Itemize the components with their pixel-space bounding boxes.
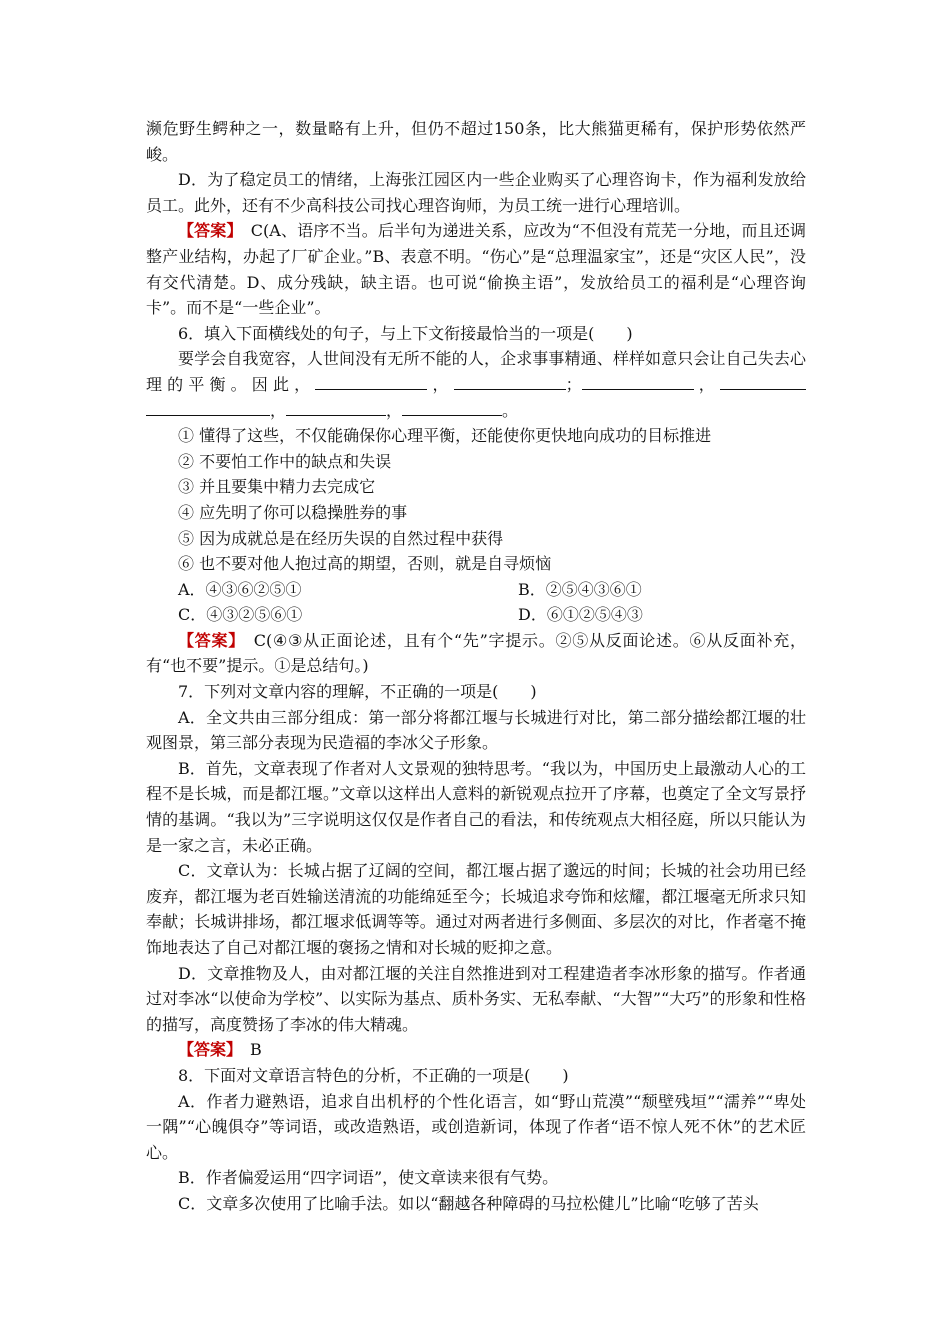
- q7-stem: 7．下列对文章内容的理解，不正确的一项是( ): [178, 682, 537, 702]
- fill-blank: [315, 375, 427, 390]
- q8-option-b: B．作者偏爱运用“四字词语”，使文章读来很有气势。: [178, 1168, 559, 1188]
- q7-option-b: B．首先，文章表现了作者对人文景观的独特思考。“我以为，中国历史上最激动人心的工程不是长城，而是都江堰。”文章以这样出人意料的新锐观点拉开了序幕，也奠定了全文写景抒情的基调。“我以为”三字说明这仅仅是作者自己的看法，和传统观点大相径庭，所以只能认为是一家之言，未必正确。: [146, 758, 806, 855]
- paragraph-continued: 濒危野生鳄种之一，数量略有上升，但仍不超过150条，比大熊猫更稀有，保护形势依然严峻。: [146, 119, 806, 164]
- q7-option-c: C．文章认为：长城占据了辽阔的空间，都江堰占据了邈远的时间；长城的社会功用已经废弃，都江堰为老百姓输送清流的功能绵延至今；长城追求夸饰和炫耀，都江堰毫无所求只知奉献；长城讲排场，都江堰求低调等等。通过对两者进行多侧面、多层次的对比，作者毫不掩饰地表达了自己对都江堰的褒扬之情和对长城的贬抑之意。: [146, 861, 806, 957]
- q5-answer: [146, 218, 806, 320]
- q6-sentence-3: ③ 并且要集中精力去完成它: [178, 477, 376, 497]
- q6-option-c: C．④③②⑤⑥①: [178, 605, 303, 625]
- answer-label: 【答案】: [178, 630, 237, 650]
- fill-blank: [146, 401, 270, 416]
- q7-option-d: D．文章推物及人，由对都江堰的关注自然推进到对工程建造者李冰形象的描写。作者通过对李冰“以使命为学校”、以实际为基点、质朴务实、无私奉献、“大智”“大巧”的形象和性格的描写，高度赞扬了李冰的伟大精魂。: [146, 963, 806, 1034]
- answer-label: 【答案】: [178, 1040, 235, 1060]
- q6-option-d: D．⑥①②⑤④③: [518, 605, 643, 625]
- answer-label: 【答案】: [178, 221, 235, 241]
- q5-option-d: D．为了稳定员工的情绪，上海张江园区内一些企业购买了心理咨询卡，作为福利发放给员工。此外，还有不少高科技公司找心理咨询师，为员工统一进行心理培训。: [146, 170, 806, 215]
- q6-options-row-2: [146, 602, 806, 628]
- q6-answer: [146, 628, 806, 679]
- q6-sentence-5: ⑤ 因为成就总是在经历失误的自然过程中获得: [178, 528, 504, 548]
- q8-option-a: A．作者力避熟语，追求自出机杼的个性化语言，如“野山荒漠”“颓壁残垣”“濡养”“卑处一隅”“心魄俱夺”等词语，或改造熟语，或创造新词，体现了作者“语不惊人死不休”的艺术匠心。: [146, 1091, 806, 1162]
- q8-stem: 8．下面对文章语言特色的分析，不正确的一项是( ): [178, 1065, 569, 1085]
- fill-blank: [286, 401, 386, 416]
- document-body: [146, 116, 806, 1217]
- q6-passage: 要学会自我宽容，人世间没有无所不能的人，企求事事精通、样样如意只会让自己失去心理的平衡。因此， ， ； ，， ， 。: [146, 349, 806, 420]
- answer-text: B: [234, 1040, 262, 1060]
- fill-blank: [454, 375, 566, 390]
- fill-blank: [720, 375, 806, 390]
- q6-sentence-6: ⑥ 也不要对他人抱过高的期望，否则，就是自寻烦恼: [178, 554, 552, 574]
- q6-options-row-1: [146, 577, 806, 603]
- q6-stem: 6．填入下面横线处的句子，与上下文衔接最恰当的一项是( ): [178, 323, 633, 343]
- q6-sentence-4: ④ 应先明了你可以稳操胜券的事: [178, 502, 408, 522]
- fill-blank: [402, 401, 502, 416]
- answer-text: C(④③从正面论述，且有个“先”字提示。②⑤从反面论述。⑥从反面补充，有“也不要”提示。①是总结句。): [146, 630, 806, 676]
- answer-text: C(A、语序不当。后半句为递进关系，应改为“不但没有荒芜一分地，而且还调整产业结构，办起了厂矿企业。”B、表意不明。“伤心”是“总理温家宝”，还是“灾区人民”，没有交代清楚。D、成分残缺，缺主语。也可说“偷换主语”，发放给员工的福利是“心理咨询卡”。而不是“一些企业”。: [146, 221, 806, 318]
- q6-option-a: A．④③⑥②⑤①: [178, 579, 302, 599]
- q8-option-c: C．文章多次使用了比喻手法。如以“翻越各种障碍的马拉松健儿”比喻“吃够了苦头: [178, 1193, 759, 1213]
- q7-option-a: A．全文共由三部分组成：第一部分将都江堰与长城进行对比，第二部分描绘都江堰的壮观图景，第三部分表现为民造福的李冰父子形象。: [146, 707, 806, 753]
- fill-blank: [582, 375, 694, 390]
- q7-answer: [146, 1037, 806, 1063]
- q6-sentence-2: ② 不要怕工作中的缺点和失误: [178, 451, 392, 471]
- q6-sentence-1: ① 懂得了这些，不仅能确保你心理平衡，还能使你更快地向成功的目标推进: [178, 426, 712, 446]
- q6-option-b: B．②⑤④③⑥①: [518, 579, 642, 599]
